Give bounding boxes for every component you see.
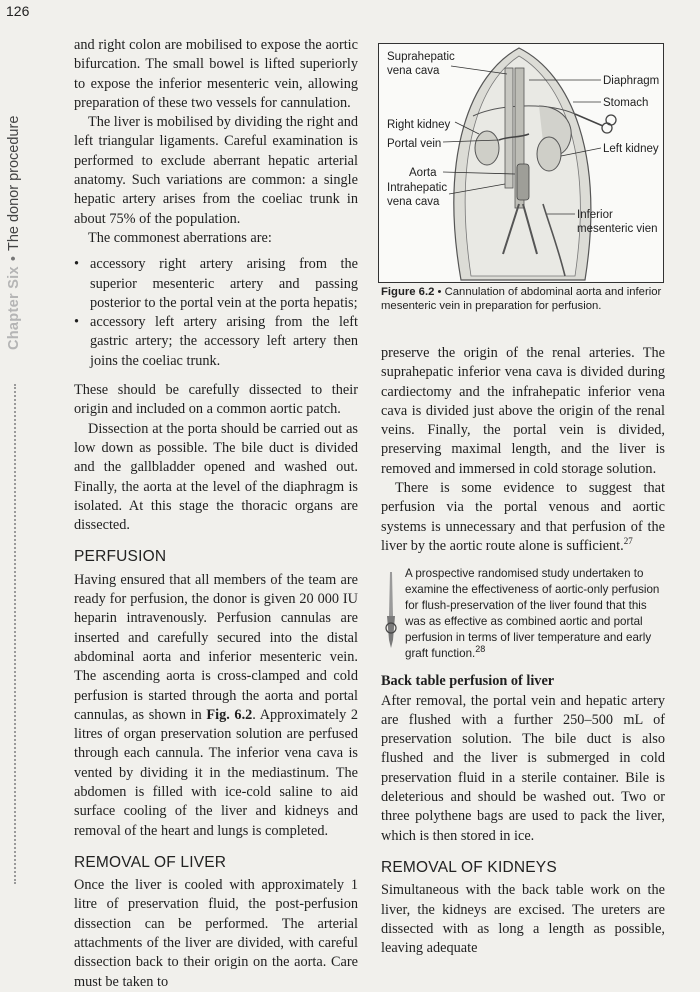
label-left-kidney: Left kidney — [603, 143, 659, 155]
clamp-icon — [575, 114, 616, 133]
figure-reference[interactable]: Fig. 6.2 — [206, 706, 253, 723]
page-number: 126 — [6, 3, 30, 19]
evidence-note — [381, 566, 665, 662]
label-inferior-mesenteric-1: Inferior — [577, 209, 613, 221]
dotted-rule — [14, 384, 16, 884]
left-kidney-shape — [537, 137, 561, 171]
vena-cava-shape — [505, 68, 513, 188]
note-body: A prospective randomised study undertaken to examine the effectiveness of aortic-only perfusion for flush-preservation of the liver found that this was as effective as combined aortic and portal perfusion in terms of liver temperature and early graft function. — [405, 567, 660, 661]
paragraph: The liver is mobilised by dividing the right and left triangular ligaments. Careful examination is performed to exclude aberrant hepatic arterial anatomy. Such variations are common: a single hepatic artery arises from the coeliac trunk in about 75% of the population. — [74, 114, 359, 227]
paragraph: preserve the origin of the renal arteries. The suprahepatic inferior vena cava is divided during cardiectomy and the infrahepatic inferior vena cava is divided just above the origin of the renal veins. Finally, the portal vein is divided, preserving maximal length, and the liver is removed and immersed in cold storage solution. — [381, 345, 665, 477]
paragraph-text: Having ensured that all members of the team are ready for perfusion, the donor is given 20 000 IU heparin intravenously. Perfusion cannulas are inserted and carefully secured into the distal abdominal aorta and inferior mesenteric vein. The ascending aorta is cross-clamped and cold perfusion is started through the aorta and portal cannulas, as shown in — [74, 571, 358, 723]
scalpel-icon — [381, 570, 401, 650]
list-item: • accessory right artery arising from the superior mesenteric artery and passing posterior to the portal vein at the porta hepatis; — [74, 255, 358, 313]
label-diaphragm: Diaphragm — [603, 75, 660, 87]
label-stomach: Stomach — [603, 97, 649, 109]
section-heading-removal-of-liver: REMOVAL OF LIVER — [74, 853, 227, 871]
paragraph: Once the liver is cooled with approximately 1 litre of preservation fluid, the post-perfusion dissection can be performed. The arterial attachments of the liver are divided, with careful dissection back to their origin on the aorta. Care must be taken to — [74, 877, 358, 990]
label-right-kidney: Right kidney — [387, 119, 451, 131]
paragraph: and right colon are mobilised to expose the aortic bifurcation. The small bowel is lifted superiorly to expose the inferior mesenteric vein, allowing preparation of these two vessels for cannulation. — [74, 37, 358, 111]
label-intrahepatic-2: vena cava — [387, 196, 440, 208]
section-heading-removal-of-kidneys: REMOVAL OF KIDNEYS — [381, 858, 557, 876]
paragraph: These should be carefully dissected to their origin and included on a common aortic patch. — [74, 382, 358, 418]
chapter-separator: • — [6, 256, 22, 262]
paragraph — [381, 479, 665, 556]
paragraph-text: . Approximately 2 litres of organ preservation solution are perfused through each cannula. The inferior vena cava is vented by dividing it in the mediastinum. The abdomen is filled with ice-cold saline to aid surface cooling of the liver and kidneys and removal of the heart and lungs is completed. — [74, 706, 358, 839]
figure-6-2 — [378, 43, 664, 283]
label-aorta: Aorta — [409, 167, 437, 179]
note-text — [405, 566, 665, 662]
paragraph: The commonest aberrations are: — [88, 229, 272, 246]
subheading-back-table: Back table perfusion of liver — [381, 673, 555, 690]
citation-ref[interactable]: 27 — [623, 536, 633, 547]
aortic-cannula — [517, 164, 529, 200]
section-heading-perfusion: PERFUSION — [74, 548, 167, 566]
right-kidney-shape — [475, 131, 499, 165]
label-inferior-mesenteric-2: mesenteric vien — [577, 223, 658, 235]
figure-caption-label: Figure 6.2 — [381, 286, 435, 298]
paragraph — [74, 571, 358, 841]
aberrations-list — [74, 255, 358, 371]
anatomy-illustration — [379, 44, 663, 282]
label-suprahepatic-2: vena cava — [387, 65, 440, 77]
paragraph: Dissection at the porta should be carried out as low down as possible. The bile duct is divided and the gallbladder opened and washed out. Finally, the aorta at the level of the diaphragm is isolated. At this stage the thoracic organs are dissected. — [74, 420, 358, 534]
chapter-side-label — [6, 116, 22, 350]
chapter-side-tab — [0, 30, 26, 580]
chapter-topic: The donor procedure — [6, 115, 22, 252]
figure-caption-text: Cannulation of abdominal aorta and inferior mesenteric vein in preparation for perfusion. — [381, 286, 662, 312]
label-portal-vein: Portal vein — [387, 138, 442, 150]
label-intrahepatic-1: Intrahepatic — [387, 182, 448, 194]
paragraph-text: There is some evidence to suggest that perfusion via the portal venous and aortic systems is unnecessary and that perfusion of the liver by the aortic route alone is sufficient. — [381, 480, 665, 554]
citation-ref[interactable]: 28 — [475, 644, 486, 655]
chapter-label: Chapter Six — [6, 266, 22, 350]
label-suprahepatic-1: Suprahepatic — [387, 51, 455, 63]
paragraph: After removal, the portal vein and hepatic artery are flushed with a further 250–500 mL of preservation solution. The bile duct is also flushed and the liver is submerged in cold preservation fluid in a sterile container. Bile is deleterious and should be washed out. Two or three polythene bags are used to pack the liver, which is then stored in ice. — [381, 692, 665, 844]
caption-separator: • — [434, 286, 445, 298]
paragraph: Simultaneous with the back table work on the liver, the kidneys are excised. The ureters are dissected with as long a length as possible, leaving adequate — [381, 882, 665, 957]
left-column — [74, 36, 358, 992]
right-column — [381, 344, 665, 958]
figure-caption — [381, 285, 665, 313]
list-item: • accessory left artery arising from the left gastric artery; the accessory left artery then joins the coeliac trunk. — [74, 313, 358, 371]
